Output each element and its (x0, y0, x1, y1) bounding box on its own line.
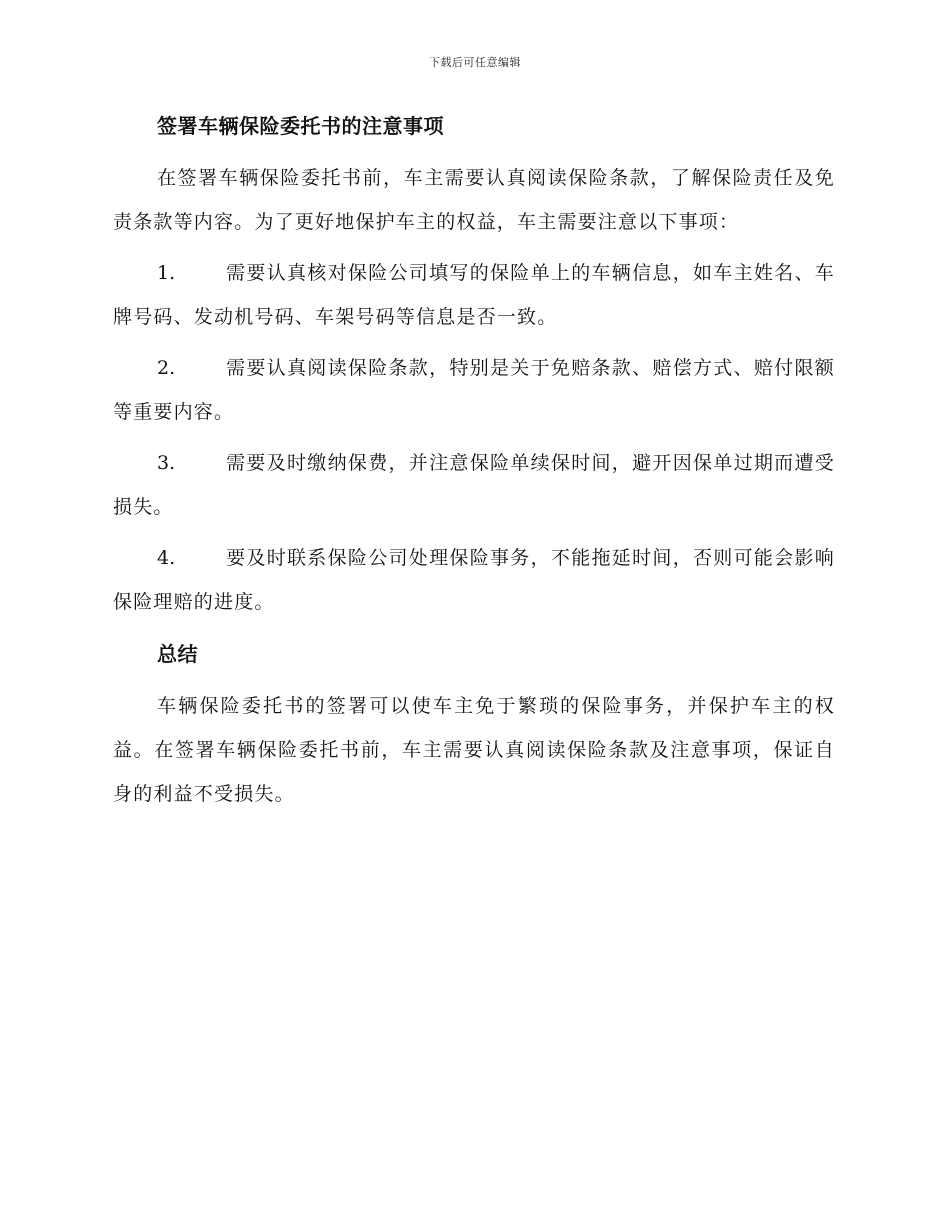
summary-paragraph: 车辆保险委托书的签署可以使车主免于繁琐的保险事务，并保护车主的权益。在签署车辆保险委托书前，车主需要认真阅读保险条款及注意事项，保证自身的利益不受损失。 (113, 695, 835, 805)
list-item-number: 3. (157, 452, 176, 474)
section-heading-summary: 总结 (157, 642, 198, 666)
intro-paragraph: 在签署车辆保险委托书前，车主需要认真阅读保险条款，了解保险责任及免责条款等内容。为了更好地保护车主的权益，车主需要注意以下事项： (113, 167, 835, 233)
list-item-number: 4. (157, 547, 176, 569)
list-item (113, 346, 835, 434)
section-heading-notes: 签署车辆保险委托书的注意事项 (157, 114, 444, 138)
page-header-note: 下载后可任意编辑 (429, 56, 521, 69)
document-body (113, 104, 835, 816)
list-item-number: 1. (157, 262, 176, 284)
list-item-text: 需要及时缴纳保费，并注意保险单续保时间，避开因保单过期而遭受损失。 (113, 452, 835, 518)
list-item (113, 251, 835, 339)
list-item (113, 536, 835, 624)
list-item-text: 要及时联系保险公司处理保险事务，不能拖延时间，否则可能会影响保险理赔的进度。 (113, 547, 835, 613)
list-item-text: 需要认真核对保险公司填写的保险单上的车辆信息，如车主姓名、车牌号码、发动机号码、车架号码等信息是否一致。 (113, 262, 835, 328)
list-item (113, 441, 835, 529)
list-item-text: 需要认真阅读保险条款，特别是关于免赔条款、赔偿方式、赔付限额等重要内容。 (113, 357, 835, 423)
list-item-number: 2. (157, 357, 176, 379)
